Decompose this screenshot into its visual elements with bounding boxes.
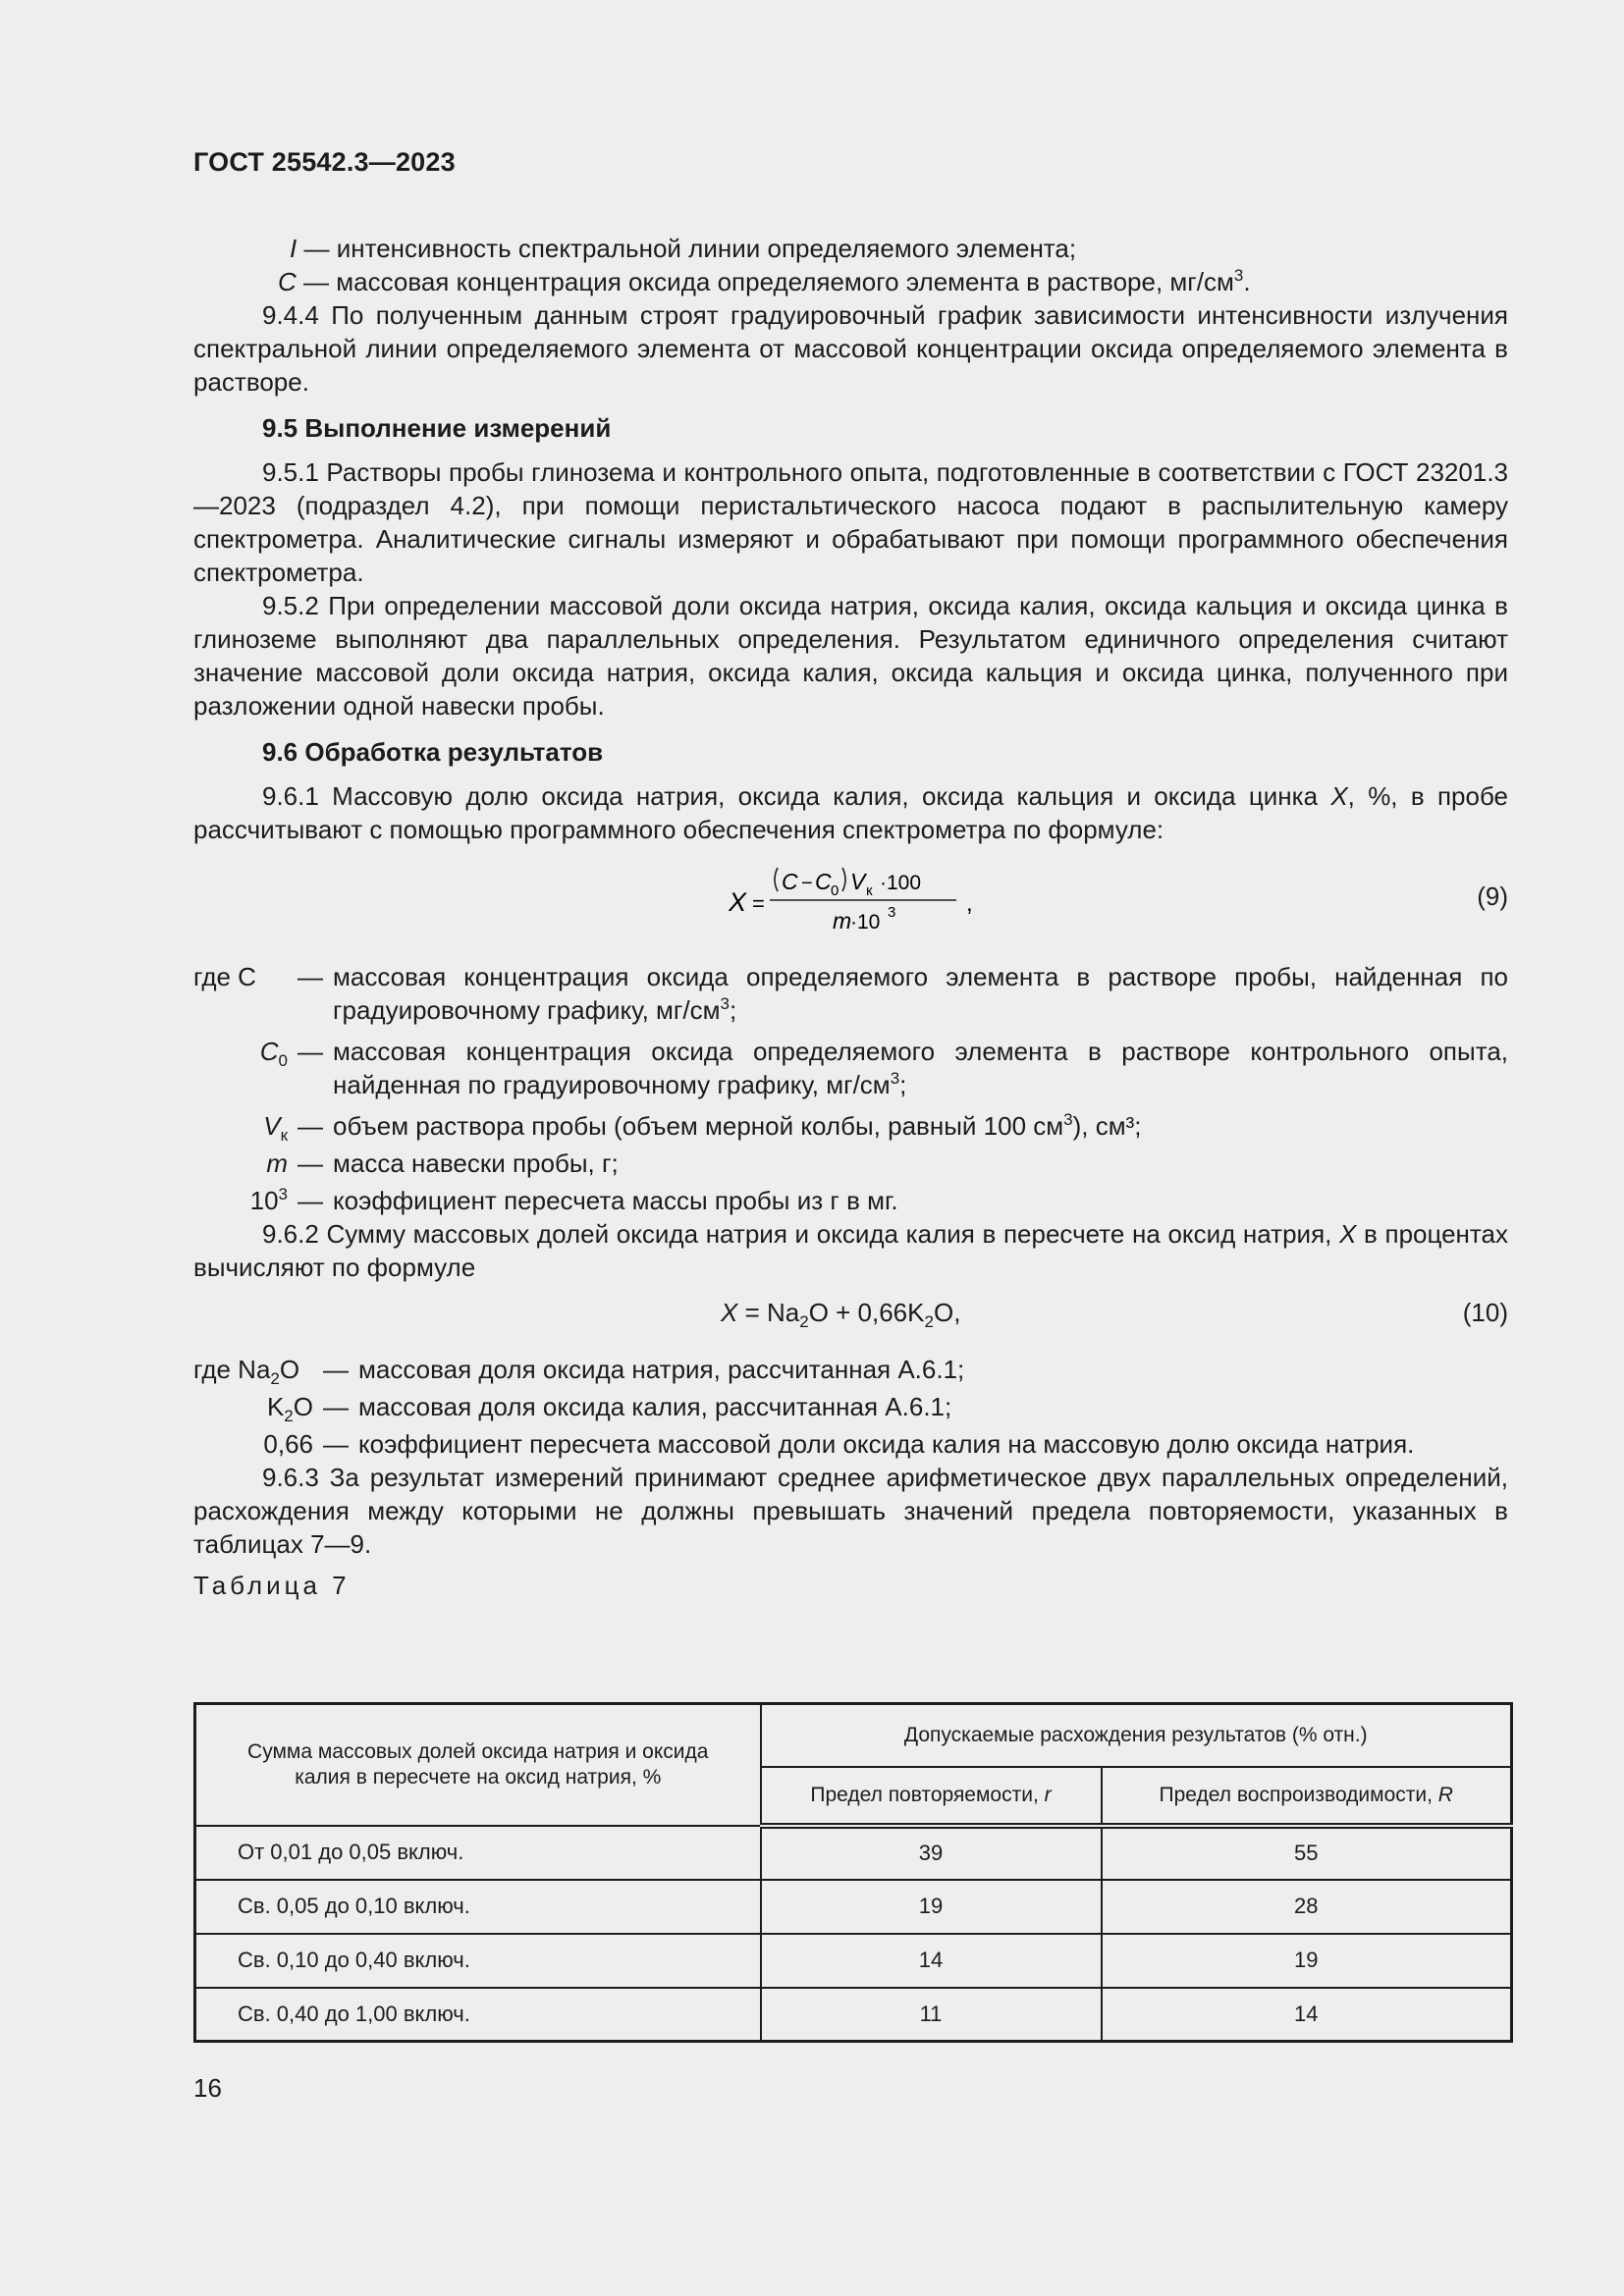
table-cell-range: Св. 0,40 до 1,00 включ. (195, 1988, 761, 2042)
table-cell-range: Св. 0,05 до 0,10 включ. (195, 1880, 761, 1934)
table-row (195, 1880, 1512, 1934)
definition-c: C — массовая концентрация оксида определяемого элемента в растворе, $мг/см^3$. (278, 266, 1251, 296)
where-list-10 (193, 1353, 1508, 1461)
formula-9-m: m (833, 908, 852, 934)
paragraph-9-4-4: 9.4.4 По полученным данным строят градуировочный график зависимости интенсивности излучения спектральной линии определяемого элемента от массовой концентрации оксида определяемого элемента в растворе. (193, 300, 1508, 397)
document-header: ГОСТ 25542.3—2023 (193, 147, 456, 177)
paragraph-9-5-2: 9.5.2 При определении массовой доли оксида натрия, оксида калия, оксида кальция и оксида цинка в глиноземе выполняют два параллельных определения. Результатом единичного определения считают значение массовой доли оксида натрия, оксида калия, оксида кальция и оксида цинка, полученного при разложении одной навески пробы. (193, 591, 1508, 721)
where-9-row: $V_к$ — объем раствора пробы (объем мерной колбы, равный 100 $см^3$), см³; (263, 1110, 1142, 1145)
table-cell-r: 14 (761, 1934, 1102, 1988)
table-header-row (195, 1704, 1512, 1767)
formula-9-c0: C (815, 869, 832, 894)
formula-9-den-tail: ·10 (850, 911, 881, 934)
heading-9-6: 9.6 Обработка результатов (262, 737, 604, 767)
table-cell-R: 28 (1102, 1880, 1512, 1934)
where-10-row: где $Na_2O$ — массовая доля оксида натрия, рассчитанная А.6.1; (193, 1355, 965, 1388)
formula-9-den-sup: 3 (888, 904, 896, 921)
formula-9-comma: , (966, 890, 973, 917)
formula-10 (193, 1284, 1508, 1345)
formula-9-paren-open (775, 868, 778, 891)
formula-9-v-sub: к (866, 882, 873, 899)
table-header-repeatability: Предел повторяемости, r (761, 1767, 1102, 1826)
paragraph-9-6-3: 9.6.3 За результат измерений принимают среднее арифметическое двух параллельных определений, расхождения между которыми не должны превышать значений предела повторяемости, указанных в таблицах 7—9. (193, 1463, 1508, 1559)
where-9-row: $10^3$ — коэффициент пересчета массы пробы из г в мг. (249, 1185, 898, 1215)
table-cell-r: 11 (761, 1988, 1102, 2042)
formula-10-number: (10) (1462, 1298, 1508, 1327)
table-7 (193, 1702, 1513, 2043)
formula-9-paren-close (842, 868, 845, 891)
formula-9-number: (9) (1477, 881, 1508, 911)
paragraph-9-6-2: 9.6.2 Сумму массовых долей оксида натрия и оксида калия в пересчете на оксид натрия, X в процентах вычисляют по формуле (193, 1219, 1508, 1282)
table-row (195, 1988, 1512, 2042)
paragraph-9-6-1: 9.6.1 Массовую долю оксида натрия, оксида калия, оксида кальция и оксида цинка X, %, в пробе рассчитывают с помощью программного обеспечения спектрометра по формуле: (193, 781, 1509, 844)
table-cell-R: 14 (1102, 1988, 1512, 2042)
page-number: 16 (193, 2073, 222, 2103)
where-list-9 (193, 960, 1508, 1217)
table-cell-r: 39 (761, 1826, 1102, 1880)
body-text (193, 232, 1508, 1602)
where-10-row: 0,66 — коэффициент пересчета массовой доли оксида калия на массовую долю оксида натрия. (263, 1429, 1415, 1459)
formula-9-c0-sub: 0 (831, 882, 839, 899)
heading-9-5: 9.5 Выполнение измерений (262, 413, 612, 443)
table-cell-range: Св. 0,10 до 0,40 включ. (195, 1934, 761, 1988)
paragraph-9-5-1: 9.5.1 Растворы пробы глинозема и контрольного опыта, подготовленные в соответствии с ГОСТ 23201.3—2023 (подраздел 4.2), при помощи перистальтического насоса подают в распылительную камеру спектрометра. Аналитические сигналы измеряют и обрабатывают при помощи программного обеспечения спектрометра. (193, 457, 1508, 587)
where-9-row: m — масса навески пробы, г; (266, 1148, 619, 1178)
formula-9-v: V (850, 869, 866, 894)
formula-10-expression: $X = Na_2O + 0,66K_2O$, (721, 1298, 961, 1331)
table-row (195, 1826, 1512, 1880)
table-cell-R: 19 (1102, 1934, 1512, 1988)
formula-9-c: C (782, 869, 798, 894)
table-group-header: Допускаемые расхождения результатов (% отн.) (761, 1704, 1512, 1767)
table-cell-R: 55 (1102, 1826, 1512, 1880)
table-row (195, 1934, 1512, 1988)
where-9-row: где C — массовая концентрация оксида определяемого элемента в растворе пробы, найденная по градуировочному графику, $мг/см^3$; (193, 962, 1508, 1025)
table-cell-range: От 0,01 до 0,05 включ. (195, 1826, 761, 1880)
formula-9-num-tail: ·100 (880, 872, 922, 894)
where-9-row: $C_0$ — массовая концентрация оксида определяемого элемента в растворе контрольного опыта, найденная по градуировочному графику, $мг/см^3$; (259, 1037, 1508, 1099)
formula-9-eq: = (752, 891, 765, 916)
table-col1-header: Сумма массовых долей оксида натрия и оксида калия в пересчете на оксид натрия, % (195, 1704, 761, 1826)
definition-i: I — интенсивность спектральной линии определяемого элемента; (290, 234, 1077, 263)
formula-9-lhs: X (729, 887, 747, 917)
formula-9-minus: − (801, 873, 813, 894)
table-7-caption: Таблица 7 (193, 1571, 351, 1600)
table-header-reproducibility: Предел воспроизводимости, R (1102, 1767, 1512, 1826)
where-10-row: $K_2O$ — массовая доля оксида калия, рассчитанная А.6.1; (266, 1392, 952, 1425)
formula-9 (193, 846, 1508, 956)
formula-9-svg (729, 858, 1003, 936)
table-cell-r: 19 (761, 1880, 1102, 1934)
